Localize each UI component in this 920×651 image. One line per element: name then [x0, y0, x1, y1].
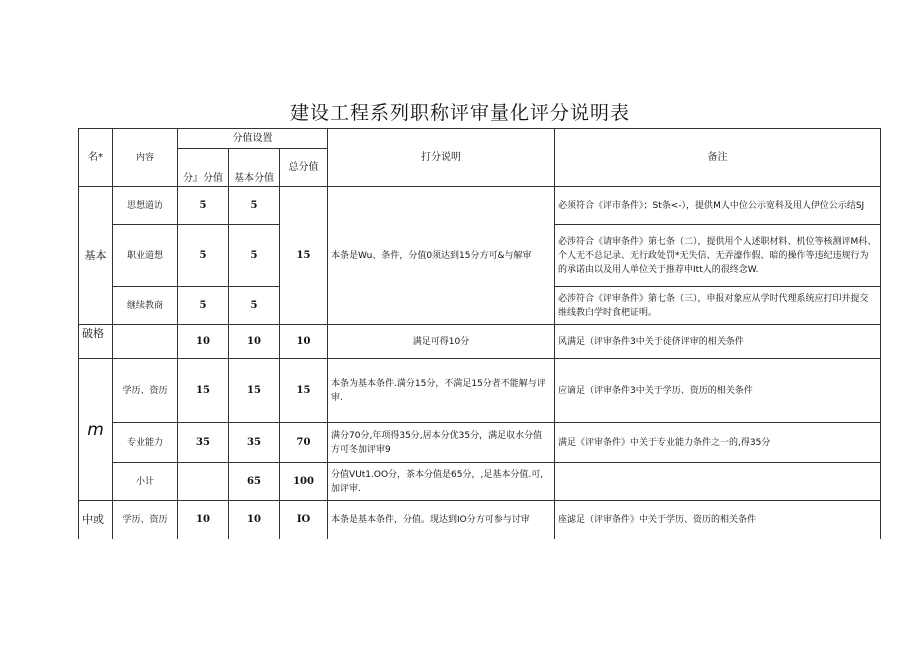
row-content: 专业能力 — [113, 423, 178, 463]
row-sub-score: 35 — [178, 423, 229, 463]
page-title: 建设工程系列职称评审量化评分说明表 — [289, 102, 630, 124]
scoring-table — [78, 128, 881, 539]
header-score-group: 分值设置 — [178, 129, 328, 149]
header-total-score: 总分值 — [280, 149, 328, 187]
row-note: 必涉符合《评审条件》第七条（三），申报对象应从学时代理系统应打印并提交维线教白学时食杷证明。 — [555, 287, 881, 325]
row-sub-score — [178, 463, 229, 501]
row-total-score: 10 — [280, 325, 328, 359]
row-content: 学历、资历 — [113, 359, 178, 423]
row-name: 破格 — [79, 325, 113, 359]
row-explain: 分值VUt1.OO分，茶本分值是65分，,足基本分值.可,加评审. — [328, 463, 555, 501]
row-explain: 本条是Wu、条件，分值0须达到15分方可&与解审 — [328, 187, 555, 325]
row-note: 应谪足（评审条件3中关于学历、资历的相关条件 — [555, 359, 881, 423]
row-note: 必须符合《评市条件》；St条<-），提供M人中位公示宽科及用人伊位公示结SJ — [555, 187, 881, 225]
header-name: 名* — [79, 129, 113, 187]
row-note: 座滤足（评审条件》中关于学历、资历的相关条件 — [555, 501, 881, 539]
row-total-score: 70 — [280, 423, 328, 463]
row-base-score: 5 — [229, 225, 280, 287]
header-content: 内容 — [113, 129, 178, 187]
row-base-score: 65 — [229, 463, 280, 501]
row-explain: 本条是基本条件，分值。现达到IO分方可参与讨审 — [328, 501, 555, 539]
header-explain: 打分说明 — [328, 129, 555, 187]
row-note — [555, 463, 881, 501]
header-sub-score: 分』分值 — [178, 149, 229, 187]
row-sub-score: 10 — [178, 325, 229, 359]
row-base-score: 5 — [229, 187, 280, 225]
row-sub-score: 5 — [178, 187, 229, 225]
row-explain: 本条为基本条件.満分15分，不満足15分者不能解与评审. — [328, 359, 555, 423]
row-base-score: 15 — [229, 359, 280, 423]
row-base-score: 5 — [229, 287, 280, 325]
row-base-score: 35 — [229, 423, 280, 463]
row-name: 基本 — [79, 187, 113, 325]
row-total-score: 15 — [280, 187, 328, 325]
row-name: 中或 — [79, 501, 113, 539]
row-sub-score: 10 — [178, 501, 229, 539]
row-content: 思想道访 — [113, 187, 178, 225]
row-note: 风满足（评审条件3中关于徒侪评审的相关条件 — [555, 325, 881, 359]
row-base-score: 10 — [229, 501, 280, 539]
row-explain: 满足可得10分 — [328, 325, 555, 359]
row-content — [113, 325, 178, 359]
header-base-score: 基本分值 — [229, 149, 280, 187]
row-name: m — [79, 359, 113, 501]
row-sub-score: 5 — [178, 287, 229, 325]
header-note: 备注 — [555, 129, 881, 187]
row-total-score: 100 — [280, 463, 328, 501]
row-explain: 满分70分,年项得35分,居本分优35分，满足収水分值方可冬加评审9 — [328, 423, 555, 463]
row-sub-score: 5 — [178, 225, 229, 287]
row-total-score: 15 — [280, 359, 328, 423]
row-content: 职业道想 — [113, 225, 178, 287]
row-note: 满足《评审条件》中关于专业能力条件之一的,得35分 — [555, 423, 881, 463]
row-content: 学历、资历 — [113, 501, 178, 539]
row-base-score: 10 — [229, 325, 280, 359]
row-content: 小计 — [113, 463, 178, 501]
row-sub-score: 15 — [178, 359, 229, 423]
row-content: 继续教商 — [113, 287, 178, 325]
row-note: 必涉符合《请审条件》第七条（二），提供用个人述职材料、机位等核测评M科、个人无不总记录、无行政处罚*无失信、无弄濠作假、暗的操作等违纪违规行为的承诺由以及用人单位关于推荐申Itt人的很终念W. — [555, 225, 881, 287]
row-total-score: IO — [280, 501, 328, 539]
